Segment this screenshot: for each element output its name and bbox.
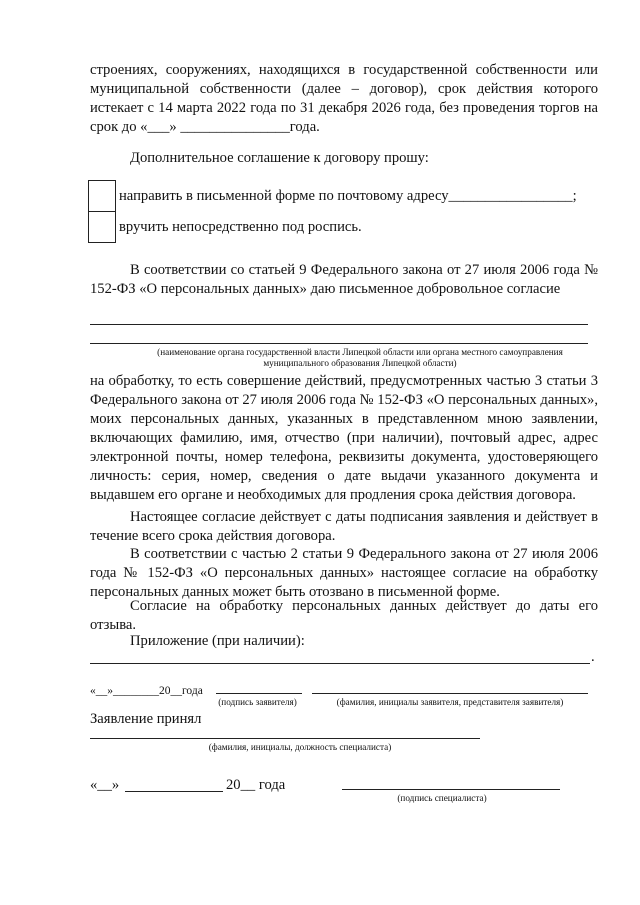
until-revoked-paragraph: Согласие на обработку персональных данных действует до даты его отзыва. — [90, 598, 598, 633]
consent-intro-paragraph: В соответствии со статьей 9 Федерального закона от 27 июля 2006 года № 152-ФЗ «О персональных данных» даю письменное добровольное согласие — [90, 262, 598, 297]
applicant-name-caption: (фамилия, инициалы заявителя, представителя заявителя) — [336, 697, 564, 707]
applicant-signature-caption: (подпись заявителя) — [218, 697, 297, 707]
specialist-date-line — [125, 791, 223, 792]
attachment-label: Приложение (при наличии): — [130, 633, 305, 649]
specialist-date-open: «__» — [90, 777, 120, 793]
applicant-signature-line — [216, 693, 302, 694]
specialist-signature-line — [342, 789, 560, 790]
specialist-name-line — [90, 738, 480, 739]
attachment-line — [90, 663, 590, 664]
processing-paragraph: на обработку, то есть совершение действий, предусмотренных частью 3 статьи 3 Федерального закона от 27 июля 2006 года № 152-ФЗ «О персональных данных», моих персональных данных, указанных в представленном мною заявлении, включающих фамилию, имя, отчество (при наличии), почтовый адрес, адрес электронной почты, номер телефона, реквизиты документа, удостоверяющего личность: серия, номер, сведения о дате выдачи указанного документа и выдавшем его органе и необходимых для продления срока действия договора. — [90, 373, 598, 503]
revocation-paragraph: В соответствии с частью 2 статьи 9 Федерального закона от 27 июля 2006 года № 152-ФЗ «О персональных данных» настоящее согласие на обработку персональных данных может быть отозвано в письменной форме. — [90, 546, 598, 600]
attachment-end: . — [591, 649, 595, 665]
specialist-name-caption: (фамилия, инициалы, должность специалиста) — [208, 742, 392, 752]
option-hand-delivery-label: вручить непосредственно под роспись. — [119, 219, 362, 235]
authority-name-line-2 — [90, 343, 588, 344]
applicant-date: «__»________20__года — [90, 685, 203, 697]
applicant-name-line — [312, 693, 588, 694]
additional-agreement-heading: Дополнительное соглашение к договору прошу: — [130, 150, 429, 166]
accepted-label: Заявление принял — [90, 711, 202, 727]
specialist-signature-caption: (подпись специалиста) — [397, 793, 487, 803]
option-mail-label: направить в письменной форме по почтовому адресу_________________; — [119, 188, 577, 204]
option-hand-delivery-checkbox[interactable] — [88, 211, 116, 243]
authority-caption: (наименование органа государственной власти Липецкой области или органа местного самоуправления муниципального образования Липецкой области) — [157, 347, 563, 368]
validity-paragraph: Настоящее согласие действует с даты подписания заявления и действует в течение всего срока действия договора. — [90, 509, 598, 544]
specialist-date-year: 20__ года — [226, 777, 286, 793]
authority-name-line — [90, 324, 588, 325]
term-paragraph: строениях, сооружениях, находящихся в государственной собственности или муниципальной собственности (далее – договор), срок действия которого истекает с 14 марта 2022 года по 31 декабря 2026 года, без проведения торгов на срок до «___» _______________года. — [90, 62, 598, 135]
option-mail-checkbox[interactable] — [88, 180, 116, 212]
